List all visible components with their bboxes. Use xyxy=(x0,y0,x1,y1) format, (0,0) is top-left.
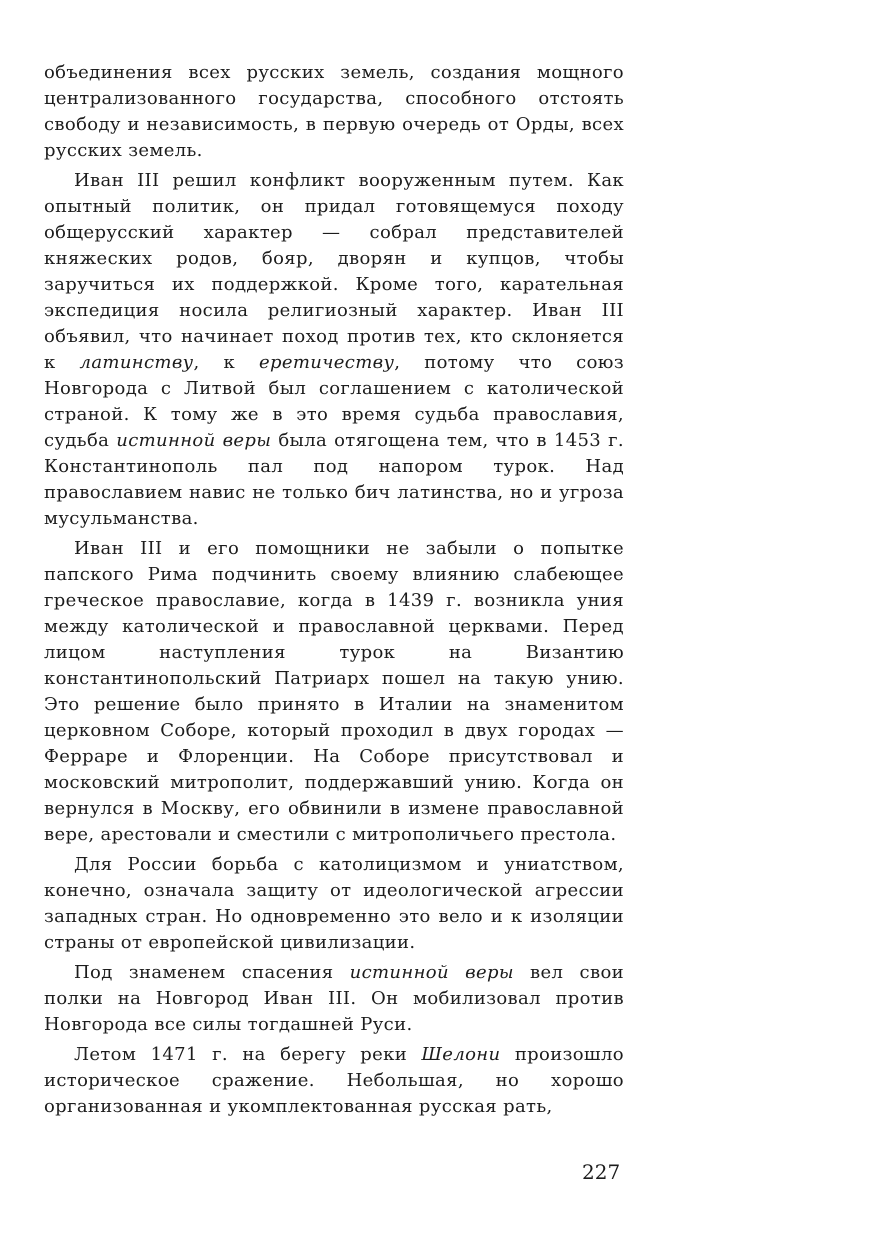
text-segment: Иван III и его помощники не забыли о попытке папского Рима подчинить своему влиянию слабеющее греческое православие, когда в 1439 г. возникла уния между католической и православной церквами. Перед лицом наступления турок на Византию константинопольский Патриарх пошел на такую унию. Это решение было принято в Италии на знаменитом церковном Соборе, который проходил в двух городах — Ферраре и Флоренции. На Соборе присутствовал и московский митрополит, поддержавший унию. Когда он вернулся в Москву, его обвинили в измене православной вере, арестовали и сместили с митрополичьего престола. xyxy=(44,538,624,845)
text-segment: , потому что союз Новгорода с Литвой был соглашением с католической страной. К тому же в это время судьба православия, судьба xyxy=(44,352,624,451)
paragraph xyxy=(44,852,624,956)
text-segment: Под знаменем спасения xyxy=(74,962,350,983)
paragraph xyxy=(44,60,624,164)
italic-term: латинству xyxy=(79,352,194,373)
paragraph xyxy=(44,960,624,1038)
text-segment: вел свои полки на Новгород Иван III. Он мобилизовал против Новгорода все силы тогдашней Руси. xyxy=(44,962,624,1035)
text-segment: Для России борьба с католицизмом и униатством, конечно, означала защиту от идеологической агрессии западных стран. Но одновременно это вело и к изоляции страны от европейской цивилизации. xyxy=(44,854,624,953)
italic-term: еретичеству xyxy=(259,352,395,373)
page-number: 227 xyxy=(582,1160,621,1184)
text-segment: Иван III решил конфликт вооруженным путем. Как опытный политик, он придал готовящемуся походу общерусский характер — собрал представителей княжеских родов, бояр, дворян и купцов, чтобы заручиться их поддержкой. Кроме того, карательная экспедиция носила религиозный характер. Иван III объявил, что начинает поход против тех, кто склоняется к xyxy=(44,170,624,373)
text-segment: была отягощена тем, что в 1453 г. Константинополь пал под напором турок. Над православием навис не только бич латинства, но и угроза мусульманства. xyxy=(44,430,625,529)
italic-term: Шелони xyxy=(421,1044,501,1065)
page-body xyxy=(44,60,624,1124)
text-segment: , к xyxy=(193,352,259,373)
text-segment: объединения всех русских земель, создания мощного централизованного государства, способного отстоять свободу и независимость, в первую очередь от Орды, всех русских земель. xyxy=(44,62,624,161)
paragraph xyxy=(44,536,624,848)
italic-term: истинной веры xyxy=(116,430,272,451)
text-segment: Летом 1471 г. на берегу реки xyxy=(74,1044,422,1065)
text-segment: произошло историческое сражение. Небольшая, но хорошо организованная и укомплектованная русская рать, xyxy=(44,1044,624,1117)
italic-term: истинной веры xyxy=(349,962,514,983)
paragraph xyxy=(44,1042,624,1120)
paragraph xyxy=(44,168,624,532)
